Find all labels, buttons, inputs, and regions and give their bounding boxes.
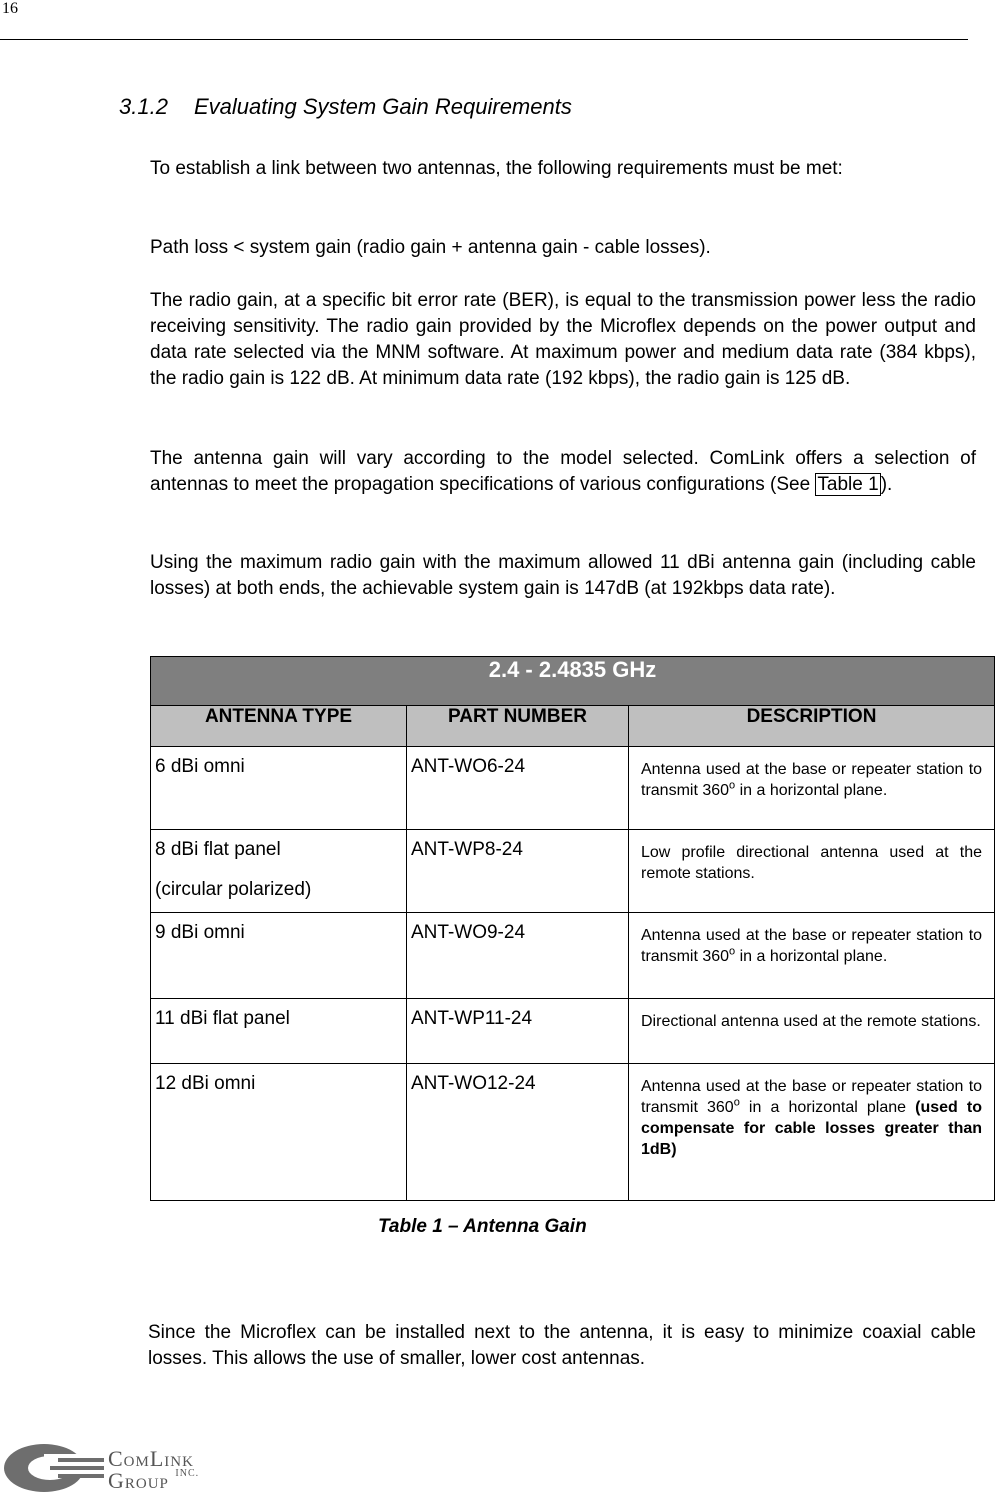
paragraph-requirements: To establish a link between two antennas, the following requirements must be met: bbox=[150, 158, 843, 179]
description-cell bbox=[629, 1064, 995, 1201]
comlink-swoosh-icon bbox=[0, 1440, 104, 1496]
description-text: Antenna used at the base or repeater station to transmit 360 bbox=[641, 761, 983, 799]
antenna-type-cell: 6 dBi omni bbox=[151, 747, 407, 830]
table-row bbox=[151, 913, 995, 999]
paragraph-antenna-gain bbox=[150, 446, 976, 498]
description-text-end: in a horizontal plane. bbox=[735, 782, 888, 799]
table-caption: Table 1 – Antenna Gain bbox=[378, 1216, 587, 1237]
antenna-type-subline: (circular polarized) bbox=[155, 879, 312, 900]
antenna-type-cell bbox=[151, 830, 407, 913]
degree-superscript: o bbox=[729, 779, 736, 792]
section-heading bbox=[119, 94, 572, 120]
column-header-description: DESCRIPTION bbox=[629, 706, 995, 747]
part-number-cell: ANT-WP11-24 bbox=[407, 999, 629, 1064]
table-row bbox=[151, 747, 995, 830]
antenna-type-line: 8 dBi flat panel bbox=[155, 839, 281, 860]
logo-inc-suffix: INC. bbox=[175, 1468, 200, 1479]
part-number-cell: ANT-WO6-24 bbox=[407, 747, 629, 830]
description-cell: Directional antenna used at the remote stations. bbox=[629, 999, 995, 1064]
logo-group-word: Group bbox=[108, 1468, 169, 1493]
table-band-row bbox=[151, 657, 995, 706]
description-cell: Low profile directional antenna used at the remote stations. bbox=[629, 830, 995, 913]
comlink-logo bbox=[0, 1440, 230, 1496]
part-number-cell: ANT-WO12-24 bbox=[407, 1064, 629, 1201]
paragraph-microflex-install: Since the Microflex can be installed next to the antenna, it is easy to minimize coaxial cable losses. This allows the use of smaller, lower cost antennas. bbox=[148, 1322, 976, 1369]
description-text-middle: in a horizontal plane bbox=[739, 1099, 916, 1116]
description-cell bbox=[629, 913, 995, 999]
paragraph-path-loss: Path loss < system gain (radio gain + antenna gain - cable losses). bbox=[150, 237, 711, 258]
antenna-type-cell: 11 dBi flat panel bbox=[151, 999, 407, 1064]
table-row bbox=[151, 999, 995, 1064]
degree-superscript: o bbox=[729, 945, 736, 958]
logo-text-group bbox=[108, 1468, 199, 1494]
antenna-gain-table bbox=[150, 656, 995, 1201]
antenna-type-cell: 12 dBi omni bbox=[151, 1064, 407, 1201]
paragraph-system-gain: Using the maximum radio gain with the maximum allowed 11 dBi antenna gain (including cable losses) at both ends, the achievable system gain is 147dB (at 192kbps data rate). bbox=[150, 552, 976, 599]
column-header-part-number: PART NUMBER bbox=[407, 706, 629, 747]
description-text-end: in a horizontal plane. bbox=[735, 948, 888, 965]
part-number-cell: ANT-WP8-24 bbox=[407, 830, 629, 913]
table-header-row bbox=[151, 706, 995, 747]
section-title: Evaluating System Gain Requirements bbox=[194, 94, 572, 119]
description-bold-note: (used to compensate for cable losses greater than 1dB) bbox=[641, 1099, 983, 1158]
table-row bbox=[151, 1064, 995, 1201]
table-1-reference-link[interactable]: Table 1 bbox=[817, 474, 879, 495]
part-number-cell: ANT-WO9-24 bbox=[407, 913, 629, 999]
degree-superscript: o bbox=[733, 1096, 740, 1109]
page-number: 16 bbox=[2, 0, 18, 17]
description-cell bbox=[629, 747, 995, 830]
description-text: Antenna used at the base or repeater station to transmit 360 bbox=[641, 927, 983, 965]
table-band-header: 2.4 - 2.4835 GHz bbox=[151, 657, 995, 706]
antenna-type-cell: 9 dBi omni bbox=[151, 913, 407, 999]
paragraph-antenna-gain-text: The antenna gain will vary according to the model selected. ComLink offers a selection of antennas to meet the propagation specifications of various configurations (See bbox=[150, 448, 976, 495]
logo-text-comlink: ComLink bbox=[108, 1446, 194, 1471]
column-header-antenna-type: ANTENNA TYPE bbox=[151, 706, 407, 747]
header-rule bbox=[0, 39, 968, 40]
table-row bbox=[151, 830, 995, 913]
paragraph-antenna-gain-end: ). bbox=[880, 474, 893, 495]
description-text: Antenna used at the base or repeater station to transmit 360 bbox=[641, 1078, 983, 1116]
paragraph-radio-gain: The radio gain, at a specific bit error rate (BER), is equal to the transmission power less the radio receiving sensitivity. The radio gain provided by the Microflex depends on the power output and data rate selected via the MNM software. At maximum power and medium data rate (384 kbps), the radio gain is 122 dB. At minimum data rate (192 kbps), the radio gain is 125 dB. bbox=[150, 290, 976, 389]
section-number: 3.1.2 bbox=[119, 94, 168, 119]
